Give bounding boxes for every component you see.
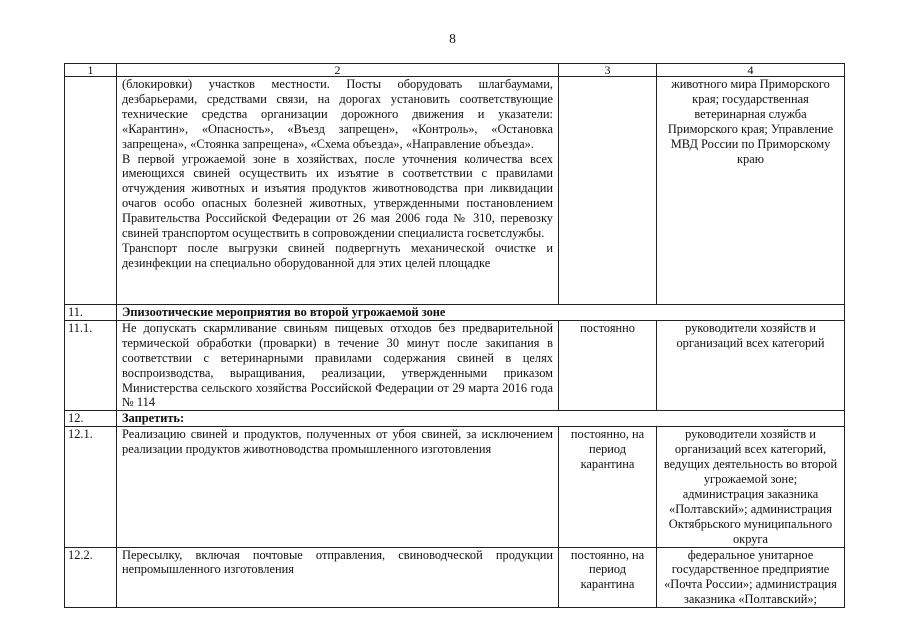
measure-paragraph: (блокировки) участков местности. Посты оборудовать шлагбаумами, дезбарьерами, средствами связи, на дорогах установить соответствующие технические средства организации дорожного движения и указатели: «Карантин», «Опасность», «Въезд запрещен», «Контроль», «Остановка запрещена», «Стоянка запрещена», «Схема объезда», «Направление объезда».: [122, 77, 553, 151]
responsible-cell: руководители хозяйств и организаций всех категорий, ведущих деятельность во второй угрожаемой зоне; администрация заказника «Полтавский»; администрация Октябрьского муниципального округа: [657, 427, 845, 547]
table-row-11-1: [65, 320, 845, 410]
header-col-1: 1: [65, 64, 117, 77]
section-title: Эпизоотические мероприятия во второй угрожаемой зоне: [117, 305, 845, 321]
measure-text: [117, 77, 559, 305]
table-header-row: [65, 64, 845, 77]
header-col-4: 4: [657, 64, 845, 77]
term-cell: постоянно, на период карантина: [559, 547, 657, 608]
section-title: Запретить:: [117, 411, 845, 427]
row-number: 12.: [65, 411, 117, 427]
term-cell: постоянно, на период карантина: [559, 427, 657, 547]
table-row-section-12: [65, 411, 845, 427]
header-col-3: 3: [559, 64, 657, 77]
row-number: [65, 77, 117, 305]
row-number: 11.: [65, 305, 117, 321]
measure-paragraph: Транспорт после выгрузки свиней подвергнуть механической очистке и дезинфекции на специально оборудованной для этих целей площадке: [122, 240, 553, 270]
responsible-cell: руководители хозяйств и организаций всех категорий: [657, 320, 845, 410]
responsible-cell: животного мира Приморского края; государственная ветеринарная служба Приморского края; Управление МВД России по Приморскому краю: [657, 77, 845, 305]
row-number: 12.2.: [65, 547, 117, 608]
row-number: 12.1.: [65, 427, 117, 547]
header-col-2: 2: [117, 64, 559, 77]
responsible-cell: федеральное унитарное государственное предприятие «Почта России»; администрация заказника «Полтавский»;: [657, 547, 845, 608]
term-cell: [559, 77, 657, 305]
table-row-continuation: [65, 77, 845, 305]
measure-text: Реализацию свиней и продуктов, полученных от убоя свиней, за исключением реализации продуктов животноводства промышленного изготовления: [117, 427, 559, 547]
table-row-12-1: [65, 427, 845, 547]
measure-text: Пересылку, включая почтовые отправления, свиноводческой продукции непромышленного изготовления: [117, 547, 559, 608]
table-row-section-11: [65, 305, 845, 321]
measure-text: Не допускать скармливание свиньям пищевых отходов без предварительной термической обработки (проварки) в течение 30 минут после закипания в соответствии с ветеринарными правилами содержания свиней в целях воспроизводства, выращивания, реализации, утвержденными приказом Министерства сельского хозяйства Российской Федерации от 29 марта 2016 года № 114: [117, 320, 559, 410]
measure-paragraph: В первой угрожаемой зоне в хозяйствах, после уточнения количества всех имеющихся свиней осуществить их изъятие в соответствии с правилами отчуждения животных и изъятия продуктов животноводства при ликвидации очагов особо опасных болезней животных, утвержденными постановлением Правительства Российской Федерации от 26 мая 2006 года № 310, перевозку свиней транспортом осуществить в сопровождении специалиста госветслужбы.: [122, 151, 553, 241]
row-number: 11.1.: [65, 320, 117, 410]
table-row-12-2: [65, 547, 845, 608]
page-number: 8: [449, 31, 456, 46]
term-cell: постоянно: [559, 320, 657, 410]
measures-table: [64, 63, 845, 608]
